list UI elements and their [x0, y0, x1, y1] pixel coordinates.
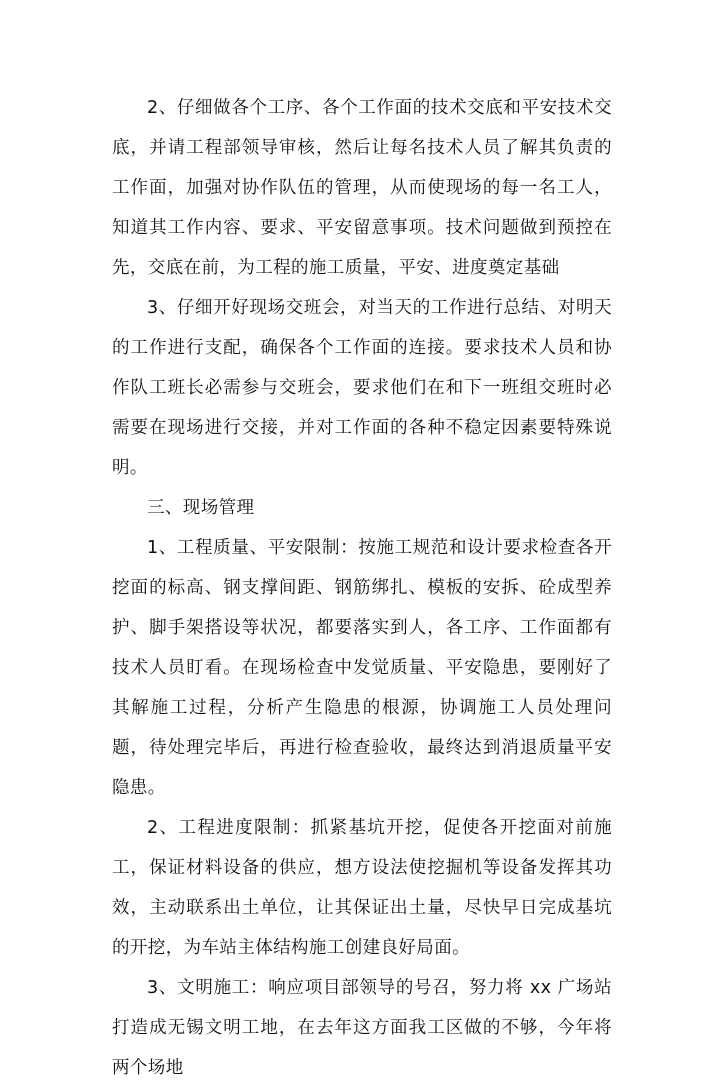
section-heading-site-management: 三、现场管理	[147, 498, 255, 518]
paragraph-quality-safety-control: 1、工程质量、平安限制：按施工规范和设计要求检查各开挖面的标高、钢支撑间距、钢筋绑扎、模板的安拆、砼成型养护、脚手架搭设等状况，都要落实到人，各工序、工作面都有技术人员盯看。在现场检查中发觉质量、平安隐患，要刚好了其解施工过程，分析产生隐患的根源，协调施工人员处理问题，待处理完毕后，再进行检查验收，最终达到消退质量平安隐患。	[112, 538, 612, 798]
paragraph-civilized-construction: 3、文明施工：响应项目部领导的号召，努力将 xx 广场站打造成无锡文明工地，在去年这方面我工区做的不够，今年将两个场地	[112, 978, 612, 1078]
paragraph-shift-meeting: 3、仔细开好现场交班会，对当天的工作进行总结、对明天的工作进行支配，确保各个工作面的连接。要求技术人员和协作队工班长必需参与交班会，要求他们在和下一班组交班时必需要在现场进行交接，并对工作面的各种不稳定因素要特殊说明。	[112, 298, 612, 478]
paragraph-technical-briefing: 2、仔细做各个工序、各个工作面的技术交底和平安技术交底，并请工程部领导审核，然后让每名技术人员了解其负责的工作面，加强对协作队伍的管理，从而使现场的每一名工人，知道其工作内容、要求、平安留意事项。技术问题做到预控在先，交底在前，为工程的施工质量，平安、进度奠定基础	[112, 98, 612, 278]
paragraph-progress-control: 2、工程进度限制：抓紧基坑开挖，促使各开挖面对前施工，保证材料设备的供应，想方设法使挖掘机等设备发挥其功效，主动联系出土单位，让其保证出土量，尽快早日完成基坑的开挖，为车站主体结构施工创建良好局面。	[112, 818, 612, 958]
document-body	[112, 88, 612, 1088]
